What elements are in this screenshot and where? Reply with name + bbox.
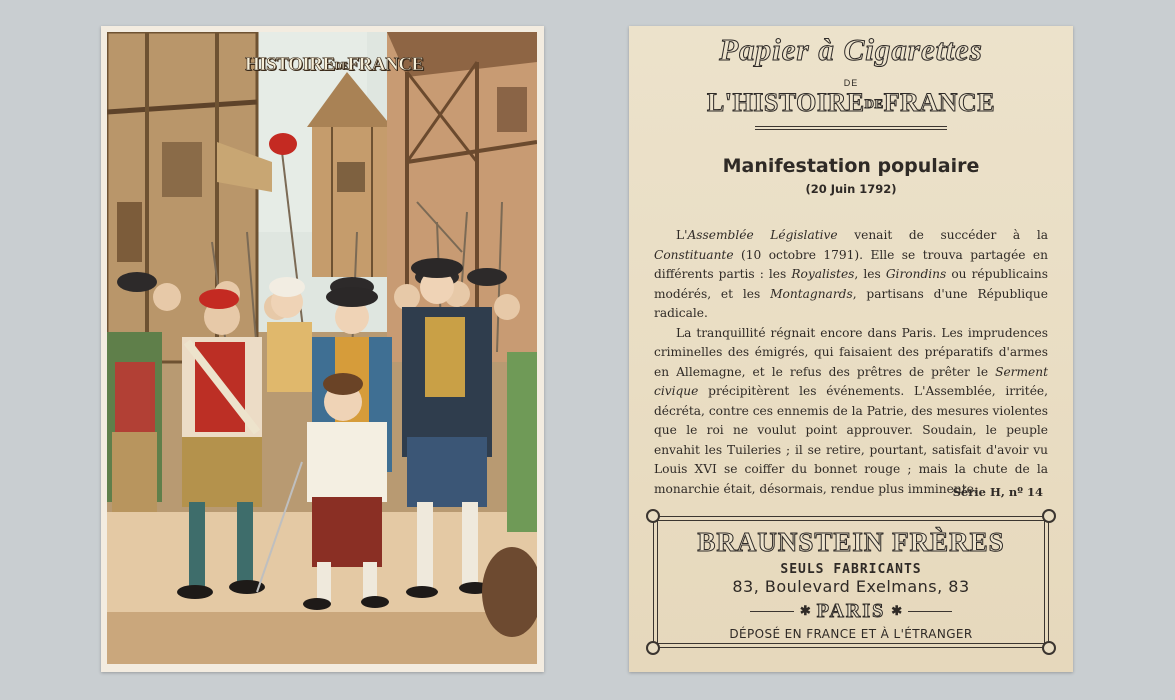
p1-run: , les bbox=[854, 267, 886, 281]
p1-run: Assemblée Législative bbox=[687, 228, 838, 242]
brand-histoire: L'HISTOIRE bbox=[706, 88, 865, 117]
p1-run: Royalistes bbox=[791, 267, 855, 281]
p1-run: Girondins bbox=[885, 267, 947, 281]
corner-ornament-icon bbox=[646, 641, 660, 655]
front-title-de: DE bbox=[334, 61, 348, 72]
crowd-illustration bbox=[107, 32, 537, 664]
brand-line-papier: Papier à Cigarettes bbox=[719, 32, 983, 67]
front-title-histoire: HISTOIRE bbox=[245, 54, 335, 75]
series-number: Série H, nº 14 bbox=[952, 485, 1043, 499]
p1-run: Constituante bbox=[654, 247, 734, 262]
dash-rule bbox=[750, 611, 794, 612]
brand-france: FRANCE bbox=[883, 88, 996, 117]
star-ornament-icon: ✱ bbox=[891, 603, 903, 619]
title-divider bbox=[755, 126, 947, 130]
front-title-france: FRANCE bbox=[347, 54, 424, 75]
corner-ornament-icon bbox=[646, 509, 660, 523]
p2-run: Serment civique bbox=[654, 364, 1048, 398]
illustration-svg bbox=[107, 32, 537, 664]
card-body bbox=[654, 226, 1048, 499]
brand-line-histoire bbox=[629, 88, 1073, 118]
p1-run: venait de succéder à la bbox=[837, 228, 1048, 242]
corner-ornament-icon bbox=[1042, 641, 1056, 655]
p2-run: précipitèrent les événements. L'Assemblée, irritée, décréta, contre ces ennemis de la Patrie, des mesures violentes que le roi ne voulut point approuver. Soudain, le peuple envahit les Tuileries ; il se retire, pourtant, satisfait d'avoir vu Louis XVI se coiffer du bonnet rouge ; mais la chute de la monarchie était, désormais, rendue plus imminente. bbox=[654, 384, 1048, 496]
p1-run: ou républicains modérés, et les bbox=[654, 267, 1048, 301]
maker-city: PARIS bbox=[816, 599, 886, 622]
maker-legal: DÉPOSÉ EN FRANCE ET À L'ÉTRANGER bbox=[729, 627, 973, 641]
paragraph-2 bbox=[654, 324, 1048, 500]
dash-rule bbox=[908, 611, 952, 612]
card-title: Manifestation populaire bbox=[722, 155, 980, 177]
paragraph-1 bbox=[654, 226, 1048, 324]
brand-histoire-de: DE bbox=[864, 96, 884, 111]
p1-run: L' bbox=[676, 228, 688, 242]
maker-cartouche bbox=[653, 516, 1049, 648]
card-front bbox=[101, 26, 544, 672]
maker-city-row bbox=[654, 599, 1048, 623]
maker-name: BRAUNSTEIN FRÈRES bbox=[697, 527, 1005, 557]
brand-de: DE bbox=[843, 78, 859, 88]
corner-ornament-icon bbox=[1042, 509, 1056, 523]
p1-run: Montagnards bbox=[770, 286, 853, 301]
front-title bbox=[245, 54, 424, 76]
star-ornament-icon: ✱ bbox=[799, 603, 811, 619]
maker-address: 83, Boulevard Exelmans, 83 bbox=[732, 577, 970, 596]
p2-run: La tranquillité régnait encore dans Paris. Les imprudences criminelles des émigrés, qui faisaient des préparatifs d'armes en Allemagne, et le refus des prêtres de prêter le bbox=[654, 325, 1048, 379]
maker-subtitle: SEULS FABRICANTS bbox=[780, 562, 922, 577]
card-date: (20 Juin 1792) bbox=[805, 182, 897, 196]
card-back bbox=[629, 26, 1073, 672]
p1-run: (10 octobre 1791). Elle se trouva partagée en différents partis : les bbox=[654, 247, 1048, 281]
p1-run: , partisans d'une République radicale. bbox=[654, 286, 1048, 320]
